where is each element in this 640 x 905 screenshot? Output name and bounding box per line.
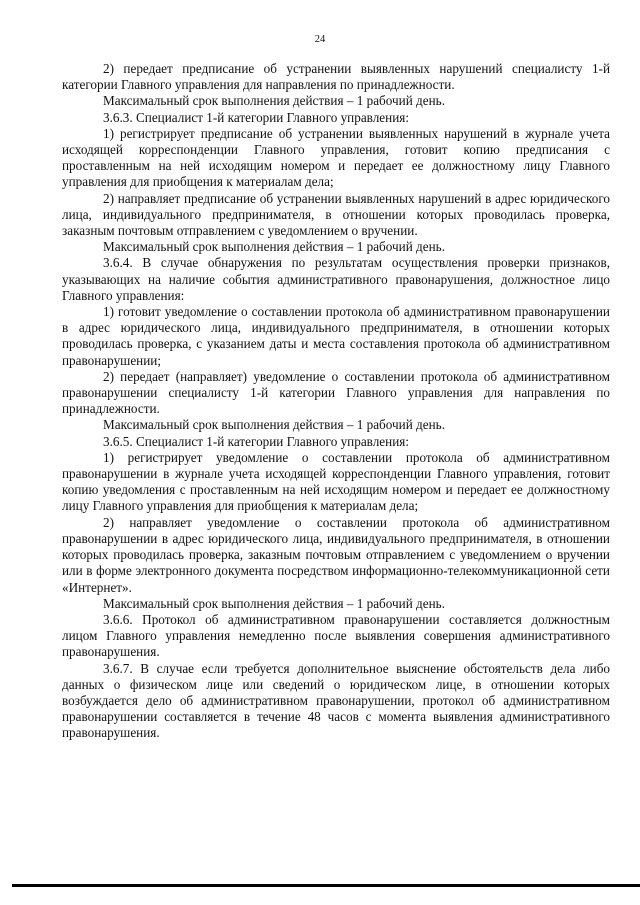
paragraph-item-1-register-notice: 1) регистрирует уведомление о составлении протокола об административном правонарушении в журнале учета исходящей корреспонденции Главного управления, готовит копию уведомления с проставленным на ней исходящим номером и передает ее должностному лицу Главного управления для приобщения к материалам дела;	[62, 449, 610, 514]
paragraph-deadline: Максимальный срок выполнения действия – 1 рабочий день.	[103, 239, 445, 255]
paragraph-item-2-send-notice: 2) направляет уведомление о составлении протокола об административном правонарушении в адрес юридического лица, индивидуального предпринимателя, в отношении которых проводилась проверка, заказным почтовым отправлением с уведомлением о вручении или в форме электронного документа посредством информационно-телекоммуникационной сети «Интернет».	[62, 514, 610, 595]
paragraph-item-1-register-prescription: 1) регистрирует предписание об устранении выявленных нарушений в журнале учета исходящей корреспонденции Главного управления, готовит копию предписания с проставленным на ней исходящим номером и передает ее должностному лицу Главного управления для приобщения к материалам дела;	[62, 125, 610, 190]
paragraph-section-3-6-6: 3.6.6. Протокол об административном правонарушении составляется должностным лицом Главного управления немедленно после выявления совершения административного правонарушения.	[62, 611, 610, 660]
paragraph-section-3-6-7: 3.6.7. В случае если требуется дополнительное выяснение обстоятельств дела либо данных о физическом лице или сведений о юридическом лице, в отношении которых возбуждается дело об административном правонарушении, протокол об административном правонарушении составляется в течение 48 часов с момента выявления административного правонарушения.	[62, 660, 610, 741]
page-number: 24	[314, 34, 326, 45]
paragraph-section-3-6-5: 3.6.5. Специалист 1-й категории Главного управления:	[103, 433, 410, 449]
paragraph-item-2-transfer-notice: 2) передает (направляет) уведомление о составлении протокола об административном правонарушении специалисту 1-й категории Главного управления для направления по принадлежности.	[62, 368, 610, 417]
paragraph-deadline: Максимальный срок выполнения действия – 1 рабочий день.	[103, 93, 445, 109]
paragraph-section-3-6-3: 3.6.3. Специалист 1-й категории Главного управления:	[103, 109, 410, 125]
paragraph-item-1-prepare-notice: 1) готовит уведомление о составлении протокола об административном правонарушении в адрес юридического лица, индивидуального предпринимателя, в отношении которых проводилась проверка, с указанием даты и места составления протокола об административном правонарушении;	[62, 304, 610, 368]
footer-divider	[12, 884, 640, 887]
document-body	[62, 61, 610, 742]
paragraph-deadline: Максимальный срок выполнения действия – 1 рабочий день.	[103, 417, 445, 433]
paragraph-section-3-6-4: 3.6.4. В случае обнаружения по результатам осуществления проверки признаков, указывающих на наличие события административного правонарушения, должностное лицо Главного управления:	[62, 255, 610, 303]
paragraph-deadline: Максимальный срок выполнения действия – 1 рабочий день.	[103, 595, 445, 611]
paragraph-item-2-transfer: 2) передает предписание об устранении выявленных нарушений специалисту 1-й категории Главного управления для направления по принадлежности.	[62, 61, 610, 93]
paragraph-item-2-send-prescription: 2) направляет предписание об устранении выявленных нарушений в адрес юридического лица, индивидуального предпринимателя, в отношении которых проводилась проверка, заказным почтовым отправлением с уведомлением о вручении.	[62, 190, 610, 239]
